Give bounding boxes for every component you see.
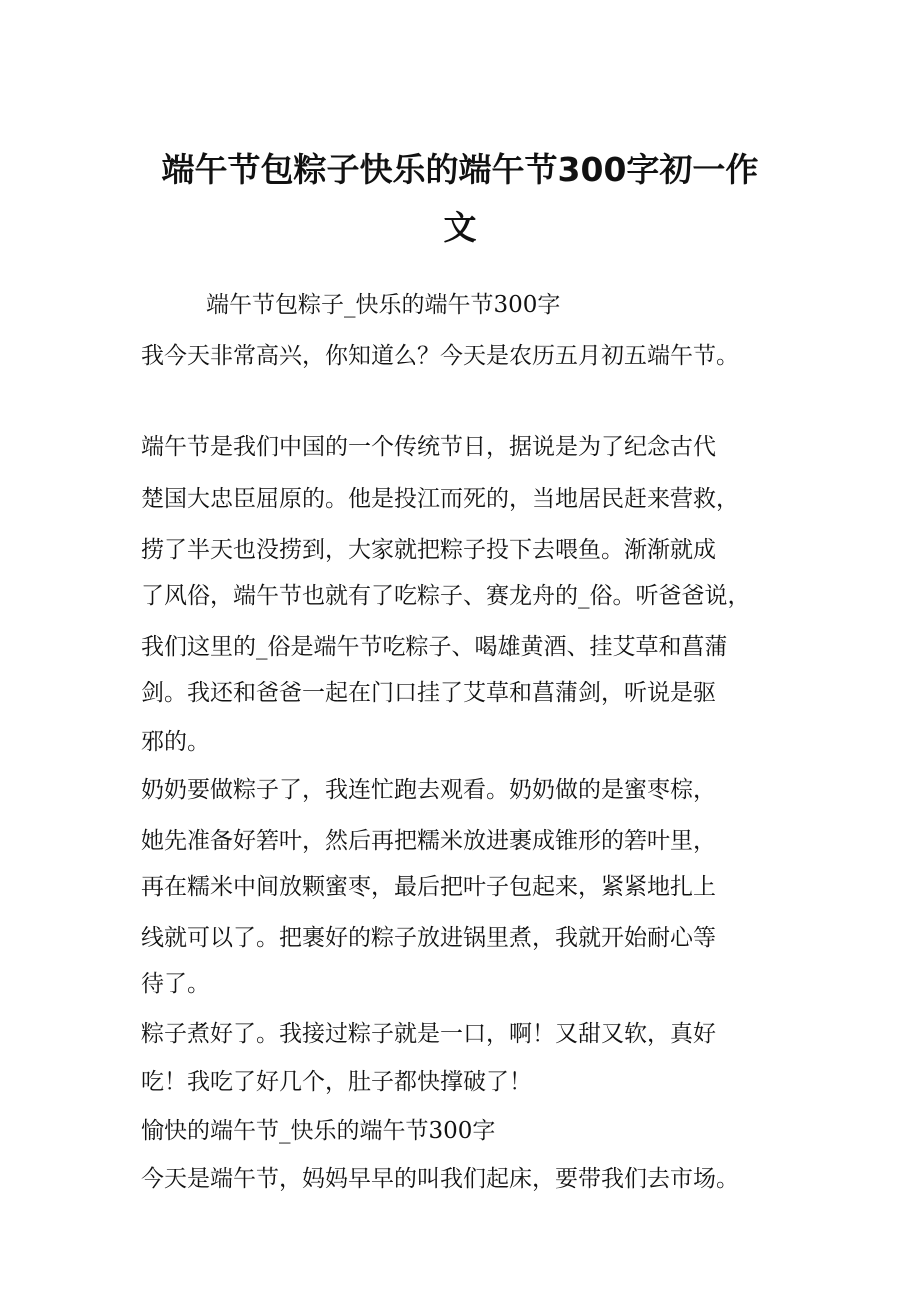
body-line: 邪的。 [141, 729, 210, 755]
body-line: 捞了半天也没捞到，大家就把粽子投下去喂鱼。渐渐就成 [141, 537, 716, 563]
body-line: 我今天非常高兴，你知道么？今天是农历五月初五端午节。 [141, 343, 739, 369]
body-line: 粽子煮好了。我接过粽子就是一口，啊！又甜又软，真好 [141, 1021, 716, 1047]
body-line: 奶奶要做粽子了，我连忙跑去观看。奶奶做的是蜜枣棕， [141, 777, 716, 803]
body-line: 了风俗，端午节也就有了吃粽子、赛龙舟的_俗。听爸爸说， [141, 583, 751, 609]
body-line: 今天是端午节，妈妈早早的叫我们起床，要带我们去市场。 [141, 1166, 739, 1192]
body-line: 线就可以了。把裹好的粽子放进锅里煮，我就开始耐心等 [141, 925, 716, 951]
body-line: 端午节是我们中国的一个传统节日，据说是为了纪念古代 [141, 434, 716, 460]
body-line: 吃！我吃了好几个，肚子都快撑破了！ [141, 1069, 532, 1095]
document-title-line-1: 端午节包粽子快乐的端午节300字初一作 [161, 150, 759, 189]
body-line: 她先准备好箬叶，然后再把糯米放进裹成锥形的箬叶里， [141, 828, 716, 854]
body-line: 剑。我还和爸爸一起在门口挂了艾草和菖蒲剑，听说是驱 [141, 680, 716, 706]
body-line: 再在糯米中间放颗蜜枣，最后把叶子包起来，紧紧地扎上 [141, 874, 716, 900]
body-line: 楚国大忠臣屈原的。他是投江而死的，当地居民赶来营救， [141, 486, 739, 512]
body-line: 我们这里的_俗是端午节吃粽子、喝雄黄酒、挂艾草和菖蒲 [141, 634, 728, 660]
subtitle-line: 端午节包粽子_快乐的端午节300字 [206, 292, 561, 318]
body-line: 待了。 [141, 971, 210, 997]
section-heading-line: 愉快的端午节_快乐的端午节300字 [141, 1118, 496, 1144]
document-title-line-2: 文 [443, 208, 477, 247]
